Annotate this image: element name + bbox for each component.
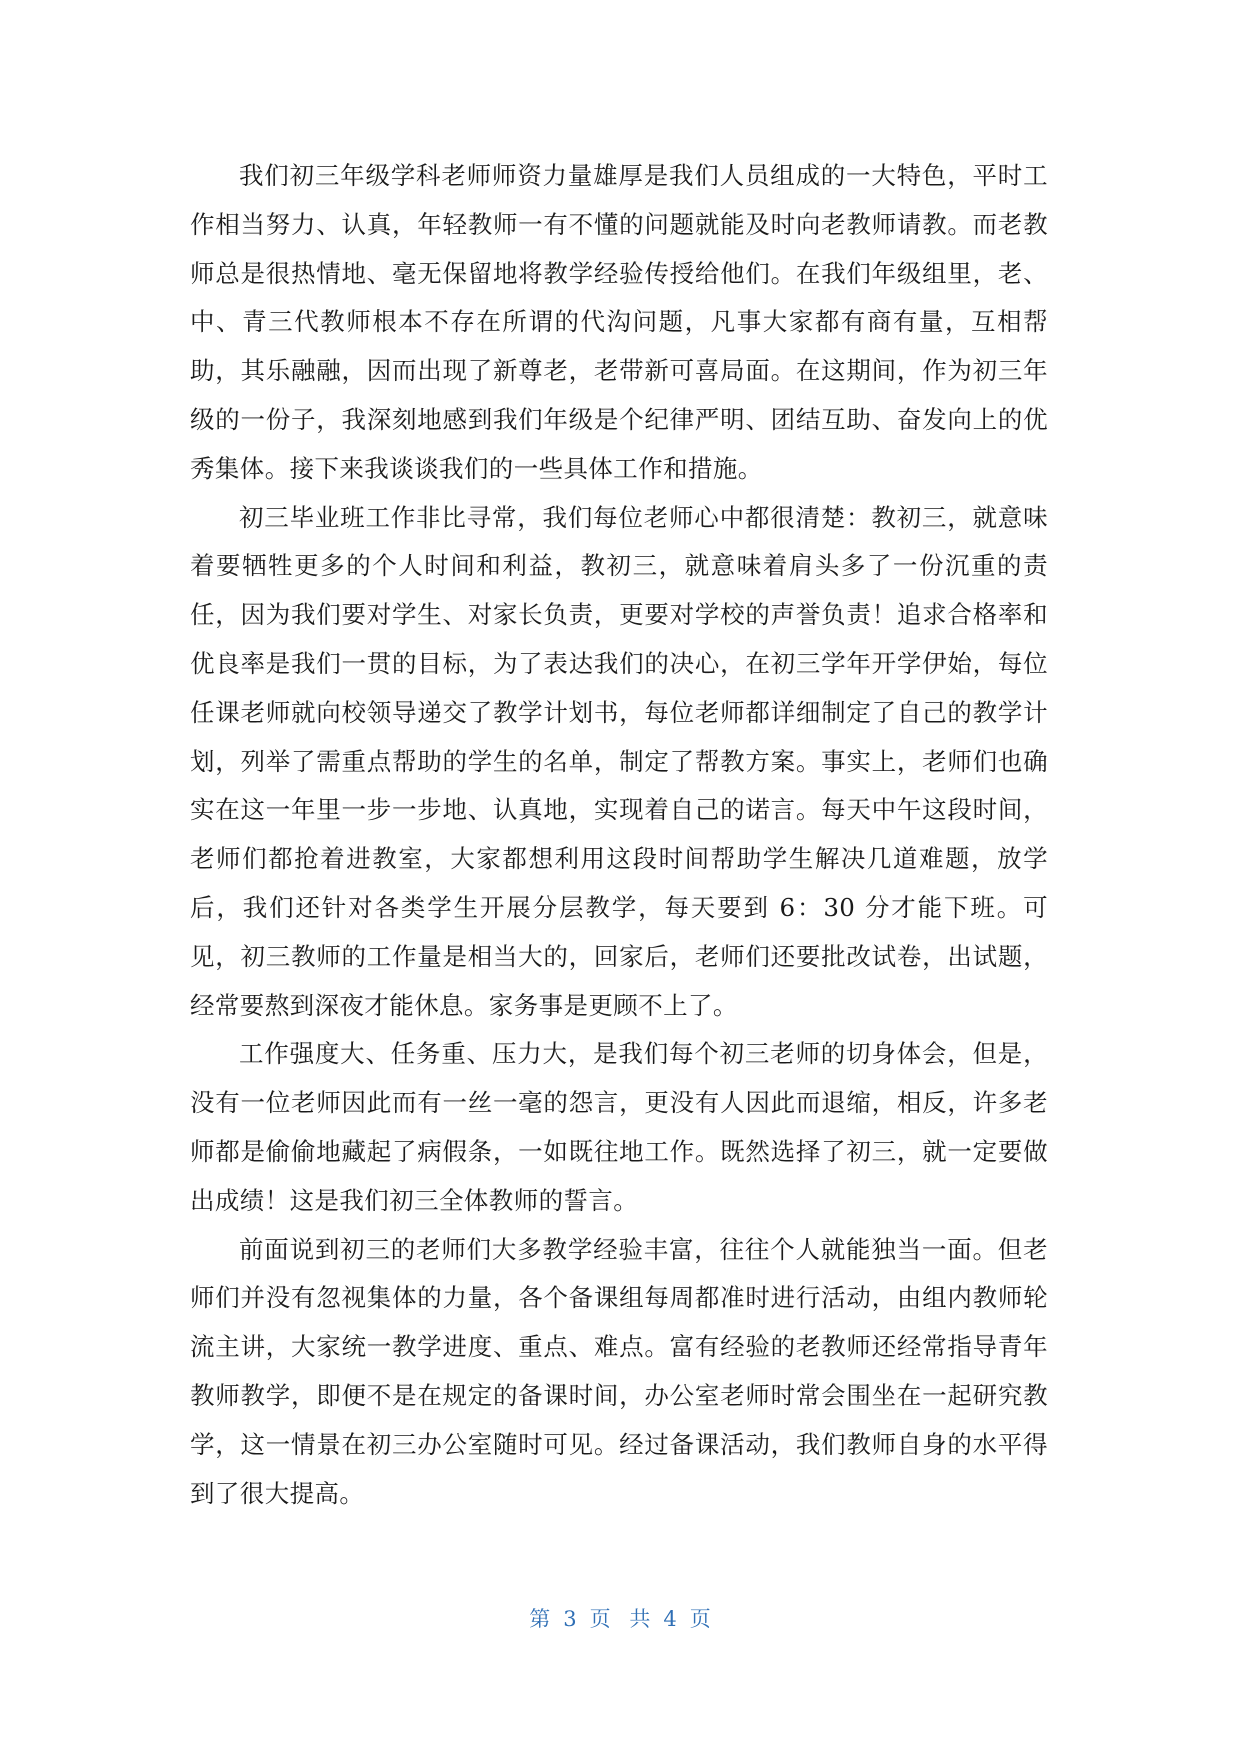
footer-current-page: 3 <box>563 1607 578 1631</box>
page-footer <box>0 1603 1241 1633</box>
footer-suffix: 页 <box>689 1607 712 1631</box>
footer-total-pages: 4 <box>663 1607 678 1631</box>
paragraph-3: 工作强度大、任务重、压力大，是我们每个初三老师的切身体会，但是，没有一位老师因此而有一丝一毫的怨言，更没有人因此而退缩，相反，许多老师都是偷偷地藏起了病假条，一如既往地工作。既然选择了初三，就一定要做出成绩！这是我们初三全体教师的誓言。 <box>190 1039 1048 1215</box>
footer-prefix: 第 <box>529 1607 552 1631</box>
footer-middle: 页 共 <box>589 1607 652 1631</box>
paragraph-4: 前面说到初三的老师们大多教学经验丰富，往往个人就能独当一面。但老师们并没有忽视集体的力量，各个备课组每周都准时进行活动，由组内教师轮流主讲，大家统一教学进度、重点、难点。富有经验的老教师还经常指导青年教师教学，即便不是在规定的备课时间，办公室老师时常会围坐在一起研究教学，这一情景在初三办公室随时可见。经过备课活动，我们教师自身的水平得到了很大提高。 <box>190 1234 1048 1508</box>
paragraph-1: 我们初三年级学科老师师资力量雄厚是我们人员组成的一大特色，平时工作相当努力、认真，年轻教师一有不懂的问题就能及时向老教师请教。而老教师总是很热情地、毫无保留地将教学经验传授给他们。在我们年级组里，老、中、青三代教师根本不存在所谓的代沟问题，凡事大家都有商有量，互相帮助，其乐融融，因而出现了新尊老，老带新可喜局面。在这期间，作为初三年级的一份子，我深刻地感到我们年级是个纪律严明、团结互助、奋发向上的优秀集体。接下来我谈谈我们的一些具体工作和措施。 <box>190 161 1048 483</box>
document-body <box>190 152 1048 1518</box>
paragraph-2: 初三毕业班工作非比寻常，我们每位老师心中都很清楚：教初三，就意味着要牺牲更多的个人时间和利益，教初三，就意味着肩头多了一份沉重的责任，因为我们要对学生、对家长负责，更要对学校的声誉负责！追求合格率和优良率是我们一贯的目标，为了表达我们的决心，在初三学年开学伊始，每位任课老师就向校领导递交了教学计划书，每位老师都详细制定了自己的教学计划，列举了需重点帮助的学生的名单，制定了帮教方案。事实上，老师们也确实在这一年里一步一步地、认真地，实现着自己的诺言。每天中午这段时间，老师们都抢着进教室，大家都想利用这段时间帮助学生解决几道难题，放学后，我们还针对各类学生开展分层教学，每天要到 6：30 分才能下班。可见，初三教师的工作量是相当大的，回家后，老师们还要批改试卷，出试题，经常要熬到深夜才能休息。家务事是更顾不上了。 <box>190 502 1048 1020</box>
